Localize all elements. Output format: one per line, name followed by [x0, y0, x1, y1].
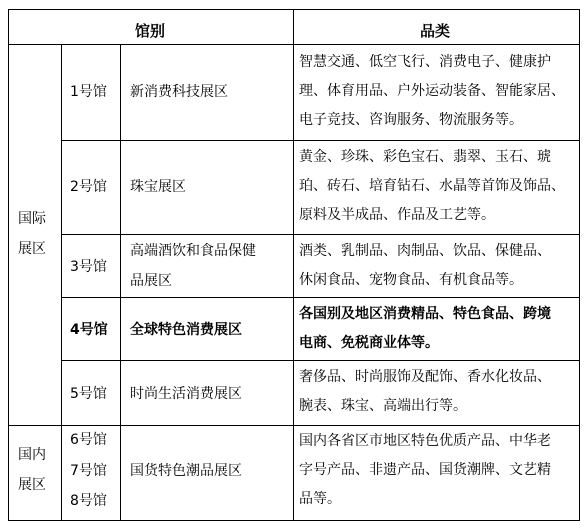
category-1-line: 电子竞技、咨询服务、物流服务等。 — [299, 112, 523, 128]
category-6-8-line: 字号产品、非遗产品、国货潮牌、文艺精 — [299, 462, 551, 478]
category-2-line: 黄金、珍珠、彩色宝石、翡翠、玉石、琥 — [299, 149, 551, 165]
category-3-line: 休闲食品、宠物食品、有机食品等。 — [299, 272, 523, 288]
row-divider-1 — [61, 140, 580, 141]
category-2 — [299, 143, 577, 230]
category-6-8-line: 品等。 — [299, 491, 341, 507]
divider-category — [293, 9, 294, 521]
category-6-8-line: 国内各省区市地区特色优质产品、中华老 — [299, 433, 551, 449]
header-category: 品类 — [420, 22, 451, 40]
row-divider-4 — [61, 360, 580, 361]
hall-3: 3号馆 — [70, 259, 107, 275]
zone-name-4: 全球特色消费展区 — [130, 322, 242, 338]
zone-name-2: 珠宝展区 — [130, 179, 186, 195]
row-divider-2 — [61, 234, 580, 235]
category-5 — [299, 363, 577, 421]
category-1 — [299, 48, 577, 135]
hall-1: 1号馆 — [70, 84, 107, 100]
category-1-line: 智慧交通、低空飞行、消费电子、健康护 — [299, 54, 551, 70]
category-3 — [299, 237, 577, 295]
border-left — [8, 9, 9, 521]
divider-section — [61, 44, 62, 521]
section-domestic-line1: 国内 — [18, 447, 46, 463]
divider-hall — [120, 44, 121, 521]
category-6-8 — [299, 427, 577, 514]
category-4-line: 电商、免税商业体等。 — [299, 335, 439, 351]
category-4 — [299, 300, 577, 358]
border-right — [579, 9, 580, 521]
zone-name-1: 新消费科技展区 — [130, 84, 228, 100]
hall-8: 8号馆 — [70, 493, 107, 509]
category-3-line: 酒类、乳制品、肉制品、饮品、保健品、 — [299, 243, 551, 259]
hall-5: 5号馆 — [70, 386, 107, 402]
header-hall: 馆别 — [135, 22, 166, 40]
section-domestic-line2: 展区 — [18, 477, 46, 493]
hall-4: 4号馆 — [70, 322, 108, 338]
category-1-line: 理、体育用品、户外运动装备、智能家居、 — [299, 83, 565, 99]
category-2-line: 原料及半成品、作品及工艺等。 — [299, 207, 495, 223]
row-divider-3 — [61, 297, 580, 298]
category-5-line: 奢侈品、时尚服饰及配饰、香水化妆品、 — [299, 369, 551, 385]
hall-7: 7号馆 — [70, 463, 107, 479]
section-divider — [8, 425, 580, 426]
category-5-line: 腕表、珠宝、高端出行等。 — [299, 398, 467, 414]
header-bottom — [8, 44, 580, 45]
zone-name-6-8: 国货特色潮品展区 — [130, 463, 242, 479]
zone-name-3-line2: 品展区 — [130, 273, 172, 289]
section-international-line2: 展区 — [18, 241, 46, 257]
zone-name-3-line1: 高端酒饮和食品保健 — [130, 243, 256, 259]
category-4-line: 各国别及地区消费精品、特色食品、跨境 — [299, 306, 551, 322]
border-bottom — [8, 520, 580, 521]
border-top — [8, 9, 580, 10]
category-2-line: 珀、砖石、培育钻石、水晶等首饰及饰品、 — [299, 178, 565, 194]
exhibition-table — [8, 9, 580, 521]
hall-2: 2号馆 — [70, 179, 107, 195]
zone-name-5: 时尚生活消费展区 — [130, 386, 242, 402]
section-international-line1: 国际 — [18, 211, 46, 227]
hall-6: 6号馆 — [70, 432, 107, 448]
